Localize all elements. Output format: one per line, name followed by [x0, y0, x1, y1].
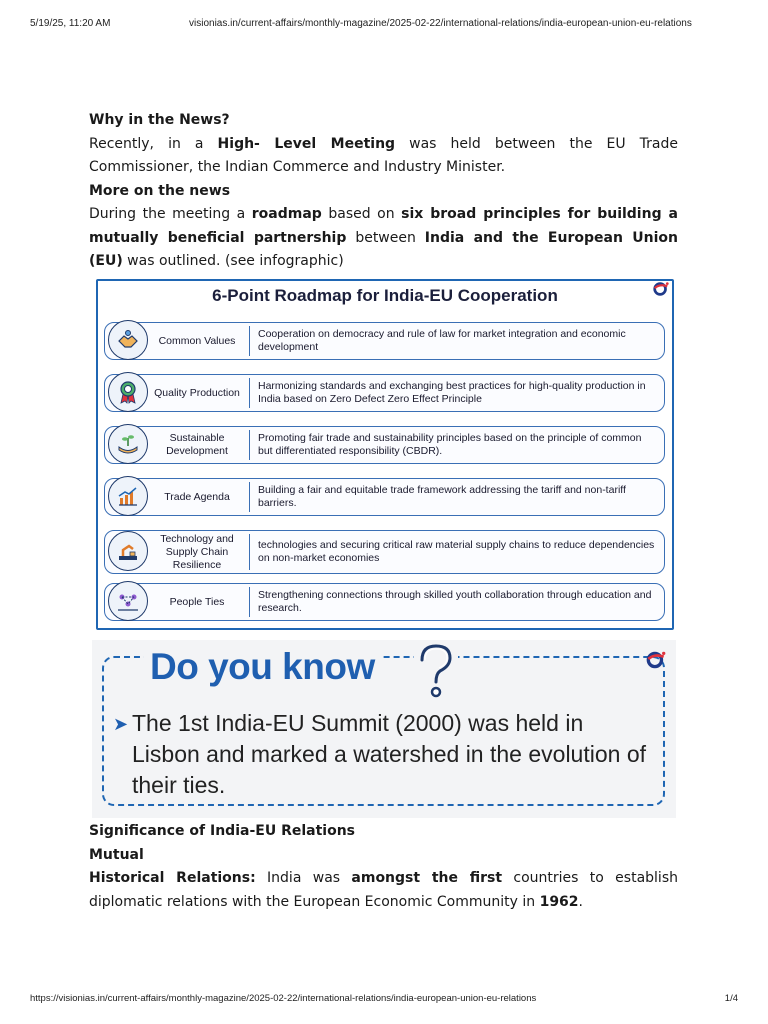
- roadmap-row: [104, 322, 665, 360]
- why-heading: Why in the News?: [89, 112, 230, 128]
- significance-heading: Significance of India-EU Relations: [89, 823, 355, 839]
- roadmap-desc: Promoting fair trade and sustainability principles based on the principle of common but differentiated responsibility (CBDR).: [258, 431, 642, 457]
- roadmap-label: Common Values: [158, 334, 236, 347]
- roadmap-desc: Cooperation on democracy and rule of law for market integration and economic development: [258, 327, 626, 353]
- bar-chart-icon: [108, 476, 148, 516]
- do-you-know-infographic: [92, 640, 676, 818]
- print-header: [0, 18, 768, 32]
- why-paragraph: Recently, in a High- Level Meeting was held between the EU Trade Commissioner, the Indian Commerce and Industry Minister.: [89, 135, 678, 175]
- roadmap-label: Sustainable Development: [166, 432, 228, 457]
- more-paragraph: During the meeting a roadmap based on six broad principles for building a mutually beneficial partnership between India and the European Union (EU) was outlined. (see infographic): [89, 206, 679, 269]
- award-badge-icon: [108, 372, 148, 412]
- print-timestamp: 5/19/25, 11:20 AM: [30, 18, 111, 29]
- historical-paragraph: Historical Relations: India was amongst the first countries to establish diplomatic relations with the European Economic Community in 1962.: [89, 870, 678, 910]
- do-you-know-title: Do you know: [144, 646, 381, 688]
- more-heading: More on the news: [89, 182, 231, 199]
- roadmap-row: [104, 374, 665, 412]
- print-url[interactable]: visionias.in/current-affairs/monthly-magazine/2025-02-22/international-relations/india-european-union-eu-relations: [189, 18, 692, 29]
- divider: [249, 378, 250, 408]
- significance-section: [89, 820, 678, 914]
- roadmap-desc: Harmonizing standards and exchanging best practices for high-quality production in India based on Zero Defect Zero Effect Principle: [258, 379, 646, 405]
- divider: [249, 587, 250, 617]
- roadmap-label: Trade Agenda: [164, 490, 230, 503]
- roadmap-label: Quality Production: [154, 386, 240, 399]
- robot-arm-icon: [108, 531, 148, 571]
- roadmap-desc: Building a fair and equitable trade framework addressing the tariff and non-tariff barriers.: [258, 483, 626, 509]
- footer-url[interactable]: https://visionias.in/current-affairs/monthly-magazine/2025-02-22/international-relations/india-european-union-eu-relations: [30, 993, 537, 1004]
- mutual-subheading: Mutual: [89, 846, 144, 863]
- roadmap-row: [104, 530, 665, 574]
- vision-logo-icon: [652, 280, 670, 298]
- roadmap-label: Technology and Supply Chain Resilience: [160, 532, 234, 571]
- roadmap-row: [104, 426, 665, 464]
- divider: [249, 482, 250, 512]
- divider: [249, 326, 250, 356]
- people-network-icon: [108, 581, 148, 621]
- arrow-bullet-icon: ➤: [113, 714, 129, 735]
- divider: [249, 534, 250, 570]
- do-you-know-text: The 1st India-EU Summit (2000) was held in Lisbon and marked a watershed in the evolution of their ties.: [132, 710, 646, 798]
- vision-logo-icon: [645, 649, 667, 671]
- roadmap-desc: Strengthening connections through skilled youth collaboration through education and research.: [258, 588, 652, 614]
- roadmap-infographic: [96, 279, 674, 630]
- roadmap-desc: technologies and securing critical raw material supply chains to reduce dependencies on non-market economies: [258, 538, 655, 564]
- roadmap-row: [104, 583, 665, 621]
- article-intro: [89, 109, 678, 274]
- plant-hand-icon: [108, 424, 148, 464]
- question-mark-icon: [414, 640, 458, 702]
- page-number: 1/4: [724, 993, 738, 1004]
- handshake-icon: [108, 320, 148, 360]
- roadmap-title: 6-Point Roadmap for India-EU Cooperation: [212, 286, 558, 305]
- roadmap-row: [104, 478, 665, 516]
- roadmap-label: People Ties: [169, 595, 225, 608]
- divider: [249, 430, 250, 460]
- print-footer: [0, 993, 768, 1007]
